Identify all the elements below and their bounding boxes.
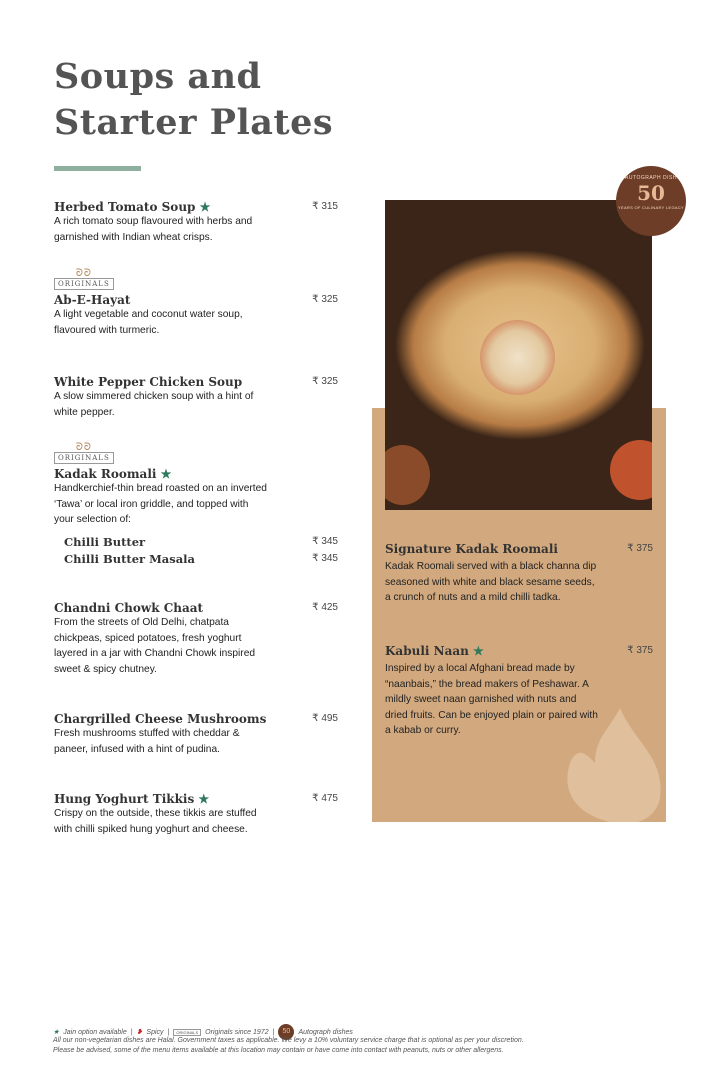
item-desc: Handkerchief-thin bread roasted on an inverted ‘Tawa’ or local iron griddle, and topped with your selection of: bbox=[54, 483, 267, 525]
menu-item bbox=[54, 712, 338, 757]
item-name: Signature Kadak Roomali bbox=[385, 542, 558, 556]
item-desc: A rich tomato soup flavoured with herbs and garnished with Indian wheat crisps. bbox=[54, 216, 253, 243]
menu-item bbox=[54, 601, 338, 677]
legend: ★ Jain option available | ❥ Spicy | ORIGINALS Originals since 1972 | 50 Autograph dishes bbox=[53, 1024, 353, 1040]
item-desc: From the streets of Old Delhi, chatpata chickpeas, spiced potatoes, fresh yoghurt layered in a jar with Chandni Chowk inspired sweet & spicy chutney. bbox=[54, 617, 256, 675]
item-price: ₹ 325 bbox=[312, 376, 338, 387]
item-name: White Pepper Chicken Soup bbox=[54, 375, 243, 389]
item-name: Chandni Chowk Chaat bbox=[54, 601, 204, 615]
item-desc: Inspired by a local Afghani bread made by “naanbais,” the bread makers of Peshawar. A mildly sweet naan garnished with nuts and dried fruits. Can be enjoyed plain or paired with a kabab or curry. bbox=[385, 663, 598, 736]
item-price: ₹ 345 bbox=[312, 552, 338, 564]
page-title bbox=[54, 54, 333, 146]
originals-badge: ᘐᘐ ORIGINALS bbox=[54, 278, 114, 290]
menu-item bbox=[54, 444, 338, 569]
item-name: Kadak Roomali bbox=[54, 467, 157, 481]
option-row: Chilli Butter Masala ₹ 345 bbox=[64, 551, 338, 566]
chilli-icon: ❥ bbox=[136, 1029, 143, 1036]
item-price: ₹ 345 bbox=[312, 535, 338, 547]
item-desc: Fresh mushrooms stuffed with cheddar & paneer, infused with a hint of pudina. bbox=[54, 728, 240, 755]
footer-note: Please be advised, some of the menu items available at this location may contain or have come into contact with peanuts, nuts or other allergens. bbox=[53, 1047, 504, 1054]
panel-item bbox=[385, 644, 653, 739]
jain-star-icon: ★ bbox=[473, 644, 484, 658]
item-price: ₹ 375 bbox=[627, 645, 653, 656]
title-line: Starter Plates bbox=[54, 102, 334, 143]
item-price: ₹ 425 bbox=[312, 602, 338, 613]
item-desc: Crispy on the outside, these tikkis are stuffed with chilli spiked hung yoghurt and cheese. bbox=[54, 808, 257, 835]
item-name: Hung Yoghurt Tikkis bbox=[54, 792, 195, 806]
item-price: ₹ 325 bbox=[312, 294, 338, 305]
item-price: ₹ 315 bbox=[312, 201, 338, 212]
menu-item bbox=[54, 375, 338, 420]
item-name: Ab-E-Hayat bbox=[54, 293, 131, 307]
menu-item bbox=[54, 792, 338, 837]
menu-item bbox=[54, 200, 338, 245]
item-price: ₹ 375 bbox=[627, 543, 653, 554]
menu-item bbox=[54, 270, 338, 338]
item-desc: A light vegetable and coconut water soup, flavoured with turmeric. bbox=[54, 309, 243, 336]
item-desc: Kadak Roomali served with a black channa dip seasoned with white and black sesame seeds, a crunch of nuts and a mild chilli tadka. bbox=[385, 561, 597, 603]
originals-badge: ᘐᘐ ORIGINALS bbox=[54, 452, 114, 464]
item-name: Chargrilled Cheese Mushrooms bbox=[54, 712, 267, 726]
item-desc: A slow simmered chicken soup with a hint of white pepper. bbox=[54, 391, 254, 418]
autograph-icon: 50 bbox=[278, 1024, 294, 1040]
originals-logo-icon: ᘐᘐ bbox=[75, 442, 92, 453]
panel-item bbox=[385, 542, 653, 606]
divider bbox=[54, 166, 141, 171]
footer-note: All our non-vegetarian dishes are Halal. Government taxes as applicable. We levy a 10% voluntary service charge that is optional as per your discretion. bbox=[53, 1037, 524, 1044]
item-name: Kabuli Naan bbox=[385, 644, 469, 658]
title-line: Soups and bbox=[54, 56, 262, 97]
item-price: ₹ 495 bbox=[312, 713, 338, 724]
jain-star-icon: ★ bbox=[199, 200, 211, 214]
item-name: Herbed Tomato Soup bbox=[54, 200, 196, 214]
item-price: ₹ 475 bbox=[312, 793, 338, 804]
autograph-dish-badge: AUTOGRAPH DISH 50 YEARS OF CULINARY LEGACY bbox=[616, 166, 686, 236]
jain-star-icon: ★ bbox=[198, 792, 210, 806]
originals-icon: ORIGINALS bbox=[173, 1029, 201, 1036]
kadak-roomali-photo bbox=[385, 200, 652, 510]
jain-star-icon: ★ bbox=[160, 467, 172, 481]
originals-logo-icon: ᘐᘐ bbox=[75, 268, 92, 279]
jain-star-icon: ★ bbox=[53, 1029, 60, 1036]
option-row: Chilli Butter ₹ 345 bbox=[64, 534, 338, 549]
